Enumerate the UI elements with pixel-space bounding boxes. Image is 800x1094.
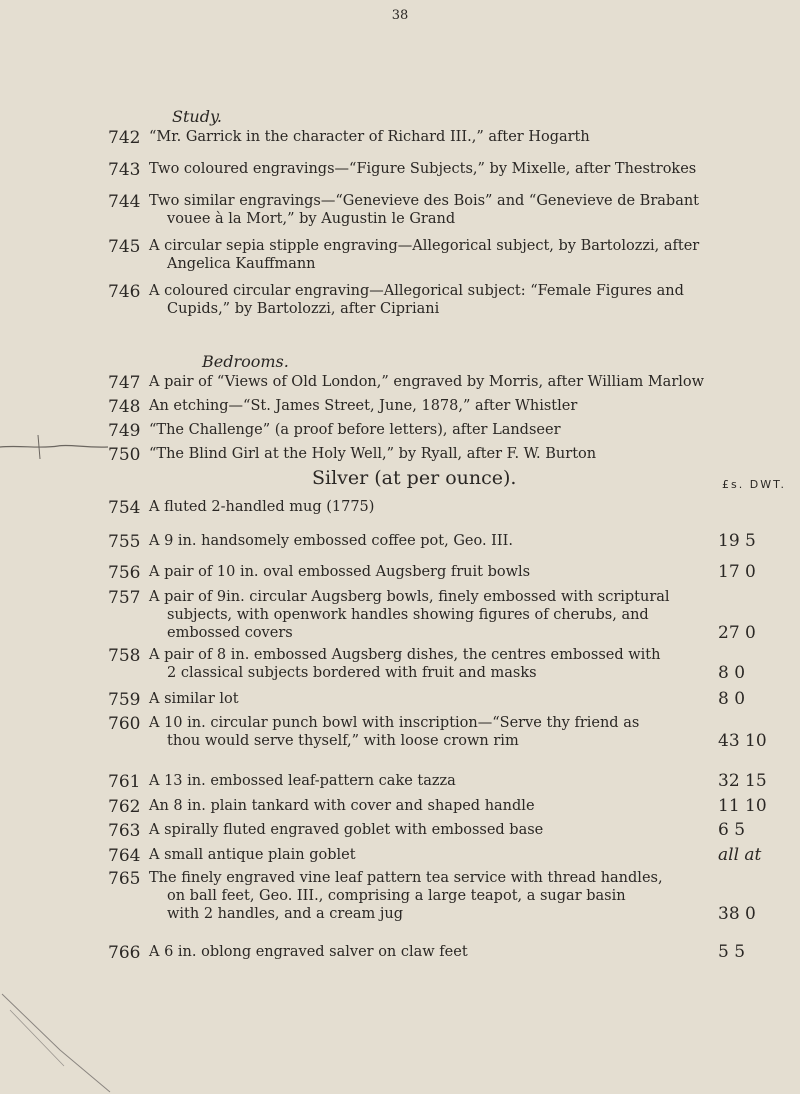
lot-number: 754 bbox=[108, 498, 141, 518]
lot-description-line: A fluted 2-handled mug (1775) bbox=[149, 499, 375, 515]
lot-number: 745 bbox=[108, 237, 141, 257]
lot-description-line: A pair of “Views of Old London,” engraved by Morris, after William Marlow bbox=[149, 374, 705, 390]
lot-number: 749 bbox=[108, 421, 141, 441]
lot-description bbox=[149, 588, 709, 642]
lot-price: 27 0 bbox=[718, 623, 756, 643]
lot-description bbox=[149, 690, 709, 708]
lot-description-line: A 9 in. handsomely embossed coffee pot, Geo. III. bbox=[149, 533, 513, 549]
price-column-header: £s. DWT. bbox=[722, 478, 786, 491]
lot-description bbox=[149, 192, 709, 228]
page-number: 38 bbox=[391, 8, 409, 23]
lot-description-line: A 13 in. embossed leaf-pattern cake tazza bbox=[149, 773, 456, 789]
lot-price: 8 0 bbox=[718, 663, 746, 683]
lot-number: 747 bbox=[108, 373, 141, 393]
lot-number: 757 bbox=[108, 588, 141, 608]
lot-number: 765 bbox=[108, 869, 141, 889]
lot-number: 761 bbox=[108, 772, 141, 792]
lot-number: 760 bbox=[108, 714, 141, 734]
lot-number: 746 bbox=[108, 282, 141, 302]
lot-description bbox=[149, 421, 709, 439]
lot-description bbox=[149, 714, 709, 750]
lot-price: 38 0 bbox=[718, 904, 756, 924]
lot-description-line: “Mr. Garrick in the character of Richard III.,” after Hogarth bbox=[149, 129, 590, 145]
lot-number: 758 bbox=[108, 646, 141, 666]
lot-description-line: A pair of 8 in. embossed Augsberg dishes, the centres embossed with bbox=[149, 647, 661, 663]
lot-description-line: A circular sepia stipple engraving—Allegorical subject, by Bartolozzi, after bbox=[149, 238, 700, 254]
lot-description bbox=[149, 237, 709, 273]
lot-description-line: on ball feet, Geo. III., comprising a large teapot, a sugar basin bbox=[167, 888, 626, 904]
lot-description-line: Angelica Kauffmann bbox=[167, 256, 316, 272]
lot-description bbox=[149, 498, 709, 516]
lot-number: 759 bbox=[108, 690, 141, 710]
lot-description bbox=[149, 869, 709, 923]
lot-description-line: vouee à la Mort,” by Augustin le Grand bbox=[167, 211, 456, 227]
lot-number: 756 bbox=[108, 563, 141, 583]
lot-description-line: A pair of 9in. circular Augsberg bowls, finely embossed with scriptural bbox=[149, 589, 670, 605]
heading-bedrooms: Bedrooms. bbox=[202, 352, 289, 371]
lot-price: 11 10 bbox=[718, 796, 767, 816]
lot-description-line: An etching—“St. James Street, June, 1878,” after Whistler bbox=[149, 398, 578, 414]
lot-description bbox=[149, 160, 709, 178]
lot-number: 755 bbox=[108, 532, 141, 552]
lot-description-line: The finely engraved vine leaf pattern tea service with thread handles, bbox=[149, 870, 663, 886]
lot-description-line: Two similar engravings—“Genevieve des Bois” and “Genevieve de Brabant bbox=[149, 193, 700, 209]
lot-description bbox=[149, 532, 709, 550]
lot-number: 750 bbox=[108, 445, 141, 465]
lot-price: 8 0 bbox=[718, 689, 746, 709]
lot-number: 748 bbox=[108, 397, 141, 417]
lot-description-line: A spirally fluted engraved goblet with embossed base bbox=[149, 822, 544, 838]
lot-description bbox=[149, 797, 709, 815]
lot-number: 762 bbox=[108, 797, 141, 817]
lot-description-line: Two coloured engravings—“Figure Subjects,” by Mixelle, after Thestrokes bbox=[149, 161, 697, 177]
lot-price: all at bbox=[718, 845, 762, 865]
lot-number: 744 bbox=[108, 192, 141, 212]
pencil-mark-icon bbox=[0, 431, 110, 461]
lot-description bbox=[149, 821, 709, 839]
heading-silver: Silver (at per ounce). bbox=[312, 467, 517, 489]
lot-description bbox=[149, 563, 709, 581]
lot-description bbox=[149, 373, 709, 391]
lot-price: 32 15 bbox=[718, 771, 767, 791]
lot-price: 5 5 bbox=[718, 942, 746, 962]
lot-description bbox=[149, 282, 709, 318]
lot-description bbox=[149, 772, 709, 790]
lot-number: 743 bbox=[108, 160, 141, 180]
lot-description-line: A small antique plain goblet bbox=[149, 847, 356, 863]
lot-price: 43 10 bbox=[718, 731, 767, 751]
lot-description-line: thou would serve thyself,” with loose crown rim bbox=[167, 733, 519, 749]
lot-price: 17 0 bbox=[718, 562, 756, 582]
lot-description bbox=[149, 445, 709, 463]
lot-description-line: Cupids,” by Bartolozzi, after Cipriani bbox=[167, 301, 440, 317]
lot-price: 6 5 bbox=[718, 820, 746, 840]
lot-description-line: A 6 in. oblong engraved salver on claw feet bbox=[149, 944, 468, 960]
heading-study: Study. bbox=[172, 107, 222, 126]
lot-number: 766 bbox=[108, 943, 141, 963]
lot-description bbox=[149, 128, 709, 146]
lot-description-line: 2 classical subjects bordered with fruit and masks bbox=[167, 665, 537, 681]
lot-description-line: An 8 in. plain tankard with cover and shaped handle bbox=[149, 798, 535, 814]
lot-number: 763 bbox=[108, 821, 141, 841]
lot-description bbox=[149, 846, 709, 864]
lot-number: 764 bbox=[108, 846, 141, 866]
lot-description-line: A coloured circular engraving—Allegorical subject: “Female Figures and bbox=[149, 283, 684, 299]
lot-description-line: “The Blind Girl at the Holy Well,” by Ryall, after F. W. Burton bbox=[149, 446, 597, 462]
lot-description-line: A pair of 10 in. oval embossed Augsberg fruit bowls bbox=[149, 564, 531, 580]
lot-description-line: “The Challenge” (a proof before letters), after Landseer bbox=[149, 422, 561, 438]
lot-description bbox=[149, 397, 709, 415]
lot-description bbox=[149, 646, 709, 682]
lot-description-line: A 10 in. circular punch bowl with inscription—“Serve thy friend as bbox=[149, 715, 640, 731]
pencil-scratch-icon bbox=[0, 990, 120, 1094]
lot-description-line: subjects, with openwork handles showing figures of cherubs, and bbox=[167, 607, 649, 623]
lot-description-line: A similar lot bbox=[149, 691, 239, 707]
lot-description-line: with 2 handles, and a cream jug bbox=[167, 906, 404, 922]
lot-number: 742 bbox=[108, 128, 141, 148]
lot-price: 19 5 bbox=[718, 531, 756, 551]
lot-description-line: embossed covers bbox=[167, 625, 293, 641]
lot-description bbox=[149, 943, 709, 961]
